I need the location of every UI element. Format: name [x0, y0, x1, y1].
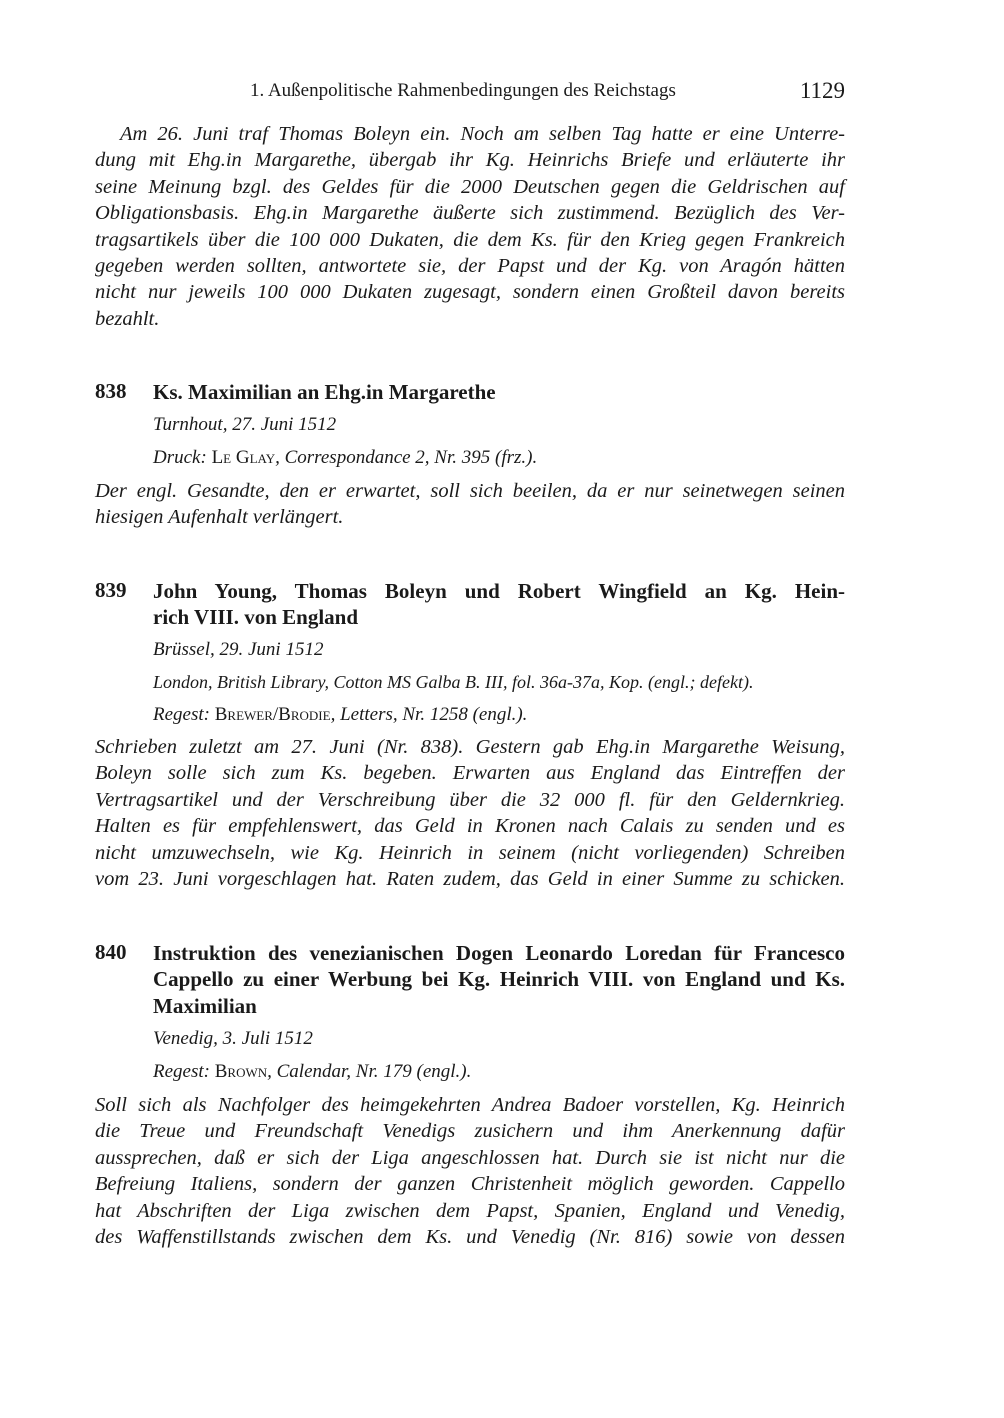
entry-title — [153, 578, 845, 631]
text-line: die Treue und Freundschaft Venedigs zusichern und ihm Anerkennung dafür — [95, 1120, 845, 1143]
source-rest: , Calendar, Nr. 179 (engl.). — [267, 1061, 472, 1082]
entry-title — [153, 940, 845, 1019]
source-label: Druck: — [153, 447, 207, 468]
intro-paragraph — [95, 121, 845, 332]
source-author: Brewer/Brodie — [214, 704, 331, 725]
source-author: Le Glay — [211, 447, 276, 468]
source-rest: , Letters, Nr. 1258 (engl.). — [330, 704, 528, 725]
text-line: Vertragsartikel und der Verschreibung über die 32 000 fl. für den Geldernkrieg. — [95, 788, 845, 811]
text-line: Obligationsbasis. Ehg.in Margarethe äußerte sich zustimmend. Bezüglich des Ver- — [95, 202, 845, 225]
text-line: Halten es für empfehlenswert, das Geld in Kronen nach Calais zu senden und es — [95, 815, 845, 838]
source-rest: , Correspondance 2, Nr. 395 (frz.). — [275, 447, 538, 468]
entry-number: 839 — [95, 578, 127, 602]
text-line: tragsartikels über die 100 000 Dukaten, die dem Ks. für den Krieg gegen Frankreich — [95, 228, 845, 251]
text-line: vom 23. Juni vorgeschlagen hat. Raten zudem, das Geld in einer Summe zu schicken. — [95, 867, 845, 890]
text-line: nicht umzuwechseln, wie Kg. Heinrich in seinem (nicht vorliegenden) Schreiben — [95, 841, 845, 864]
source-author: Brown — [214, 1061, 268, 1082]
text-line: Befreiung Italiens, sondern der ganzen Christenheit möglich geworden. Cappello — [95, 1173, 845, 1196]
title-line: Maximilian — [153, 993, 257, 1018]
text-line: aussprechen, daß er sich der Liga angeschlossen hat. Durch sie ist nicht nur die — [95, 1146, 845, 1169]
text-line: des Waffenstillstands zwischen dem Ks. und Venedig (Nr. 816) sowie von dessen — [95, 1225, 845, 1248]
entry-date: Venedig, 3. Juli 1512 — [153, 1028, 313, 1049]
entry-date: Brüssel, 29. Juni 1512 — [153, 639, 324, 660]
text-line: gegeben werden sollten, antwortete sie, der Papst und der Kg. von Aragón hätten — [95, 254, 845, 277]
entry-source — [153, 698, 527, 731]
entry-body — [95, 1092, 845, 1250]
running-header: 1. Außenpolitische Rahmenbedingungen des Reichstags — [250, 80, 676, 101]
text-line: bezahlt. — [95, 307, 160, 330]
title-line: Ks. Maximilian an Ehg.in Margarethe — [153, 380, 496, 404]
entry-body — [95, 478, 845, 531]
text-line: dung mit Ehg.in Margarethe, übergab ihr Kg. Heinrichs Briefe und erläuterte ihr — [95, 149, 845, 172]
entry-source — [153, 1055, 471, 1088]
text-line: Der engl. Gesandte, den er erwartet, soll sich beeilen, da er nur seinetwegen seinen — [95, 480, 845, 502]
entry-source — [153, 441, 537, 474]
entry-archive: London, British Library, Cotton MS Galba B. III, fol. 36a-37a, Kop. (engl.; defekt). — [153, 672, 754, 692]
source-label: Regest: — [153, 704, 210, 725]
entry-number: 840 — [95, 940, 127, 964]
entry-title — [153, 379, 845, 405]
text-line: Soll sich als Nachfolger des heimgekehrten Andrea Badoer vorstellen, Kg. Heinrich — [95, 1094, 845, 1116]
entry-date: Turnhout, 27. Juni 1512 — [153, 414, 337, 435]
entry-number: 838 — [95, 379, 127, 403]
page-number: 1129 — [799, 78, 845, 103]
title-line: rich VIII. von England — [153, 605, 359, 630]
text-line: Boleyn solle sich zum Ks. begeben. Erwarten aus England das Eintreffen der — [95, 762, 845, 785]
source-label: Regest: — [153, 1061, 210, 1082]
entry-body — [95, 734, 845, 892]
text-line: Schrieben zuletzt am 27. Juni (Nr. 838). Gestern gab Ehg.in Margarethe Weisung, — [95, 736, 845, 758]
text-line: hiesigen Aufenhalt verlängert. — [95, 506, 344, 529]
title-line: John Young, Thomas Boleyn und Robert Wingfield an Kg. Hein- — [153, 579, 845, 603]
text-line: nicht nur jeweils 100 000 Dukaten zugesagt, sondern einen Großteil davon bereits — [95, 281, 845, 304]
text-line: hat Abschriften der Liga zwischen dem Papst, Spanien, England und Venedig, — [95, 1199, 845, 1222]
title-line: Cappello zu einer Werbung bei Kg. Heinrich VIII. von England und Ks. — [153, 967, 845, 992]
title-line: Instruktion des venezianischen Dogen Leonardo Loredan für Francesco — [153, 941, 845, 965]
text-line: Am 26. Juni traf Thomas Boleyn ein. Noch am selben Tag hatte er eine Unterre- — [120, 123, 845, 145]
text-line: seine Meinung bzgl. des Geldes für die 2000 Deutschen gegen die Geldrischen auf — [95, 175, 845, 198]
